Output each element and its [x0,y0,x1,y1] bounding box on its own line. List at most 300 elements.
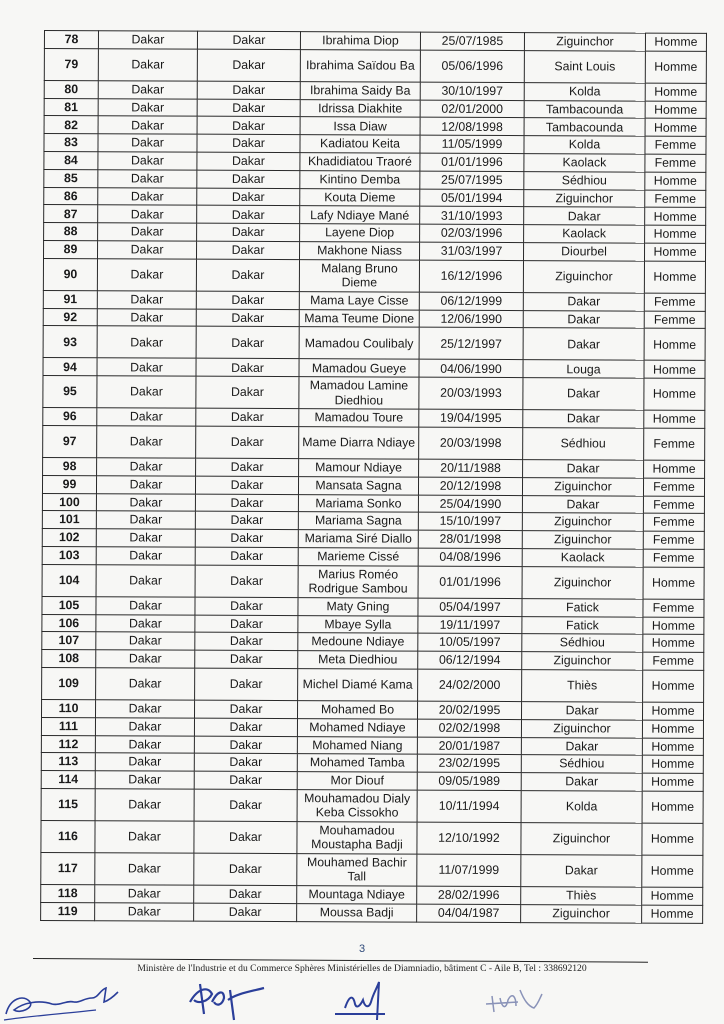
sex-cell: Femme [644,293,705,311]
origin-cell: Kolda [524,136,645,154]
birth-date-cell: 06/12/1994 [418,651,522,669]
origin-cell: Dakar [523,460,644,478]
name-cell: Kadiatou Keita [300,135,420,153]
sex-cell: Femme [643,496,704,514]
row-number: 84 [44,151,98,169]
row-number: 85 [44,169,98,187]
row-number: 79 [44,48,98,80]
origin-cell: Sédhiou [522,634,643,652]
birth-date-cell: 05/04/1997 [418,598,522,616]
name-cell: Mariama Sagna [298,512,418,530]
region-cell: Dakar [98,187,197,205]
row-number: 117 [41,852,95,884]
department-cell: Dakar [194,771,297,789]
row-number: 82 [44,116,98,134]
department-cell: Dakar [196,291,299,309]
department-cell: Dakar [197,152,300,170]
name-cell: Mariama Siré Diallo [298,530,418,548]
department-cell: Dakar [195,529,298,547]
table-row [43,425,705,460]
origin-cell: Ziguinchor [522,531,643,549]
sex-cell: Homme [643,567,704,599]
birth-date-cell: 11/05/1999 [420,135,524,153]
table-row [42,667,704,702]
birth-date-cell: 25/07/1995 [420,171,524,189]
table-row [42,564,704,599]
row-number: 99 [42,475,96,493]
birth-date-cell: 20/01/1987 [417,737,521,755]
region-cell: Dakar [95,717,194,735]
origin-cell: Ziguinchor [522,566,643,599]
birth-date-cell: 10/11/1994 [417,790,521,822]
name-cell: Mohamed Bo [297,701,417,719]
origin-cell: Dakar [522,495,643,513]
name-cell: Lafy Ndiaye Mané [300,206,420,224]
sex-cell: Homme [644,243,705,261]
sex-cell: Homme [642,823,703,855]
region-cell: Dakar [98,49,197,81]
name-cell: Moussa Badji [297,903,417,921]
name-cell: Mamadou Gueye [299,359,419,377]
origin-cell: Diourbel [523,243,644,261]
region-cell: Dakar [98,31,197,49]
row-number: 101 [42,511,96,529]
department-cell: Dakar [195,512,298,530]
origin-cell: Tambacounda [524,118,645,136]
row-number: 78 [44,31,98,49]
department-cell: Dakar [197,134,300,152]
signature-3-icon [325,980,405,1024]
birth-date-cell: 25/07/1985 [420,32,524,50]
department-cell: Dakar [196,426,299,458]
candidates-table [40,30,707,923]
row-number: 115 [41,788,95,820]
origin-cell: Thiès [521,886,642,904]
origin-cell: Louga [523,360,644,378]
birth-date-cell: 20/03/1998 [419,427,523,459]
department-cell: Dakar [194,789,297,821]
name-cell: Mouhamadou Moustapha Badji [297,822,417,855]
region-cell: Dakar [97,458,196,476]
row-number: 102 [42,529,96,547]
sex-cell: Femme [644,428,705,460]
origin-cell: Ziguinchor [523,260,644,293]
sex-cell: Femme [643,549,704,567]
department-cell: Dakar [197,170,300,188]
birth-date-cell: 28/01/1998 [418,530,522,548]
name-cell: Ibrahima Diop [300,32,420,50]
origin-cell: Dakar [521,854,642,887]
name-cell: Mamadou Lamine Diedhiou [299,377,419,410]
name-cell: Mansata Sagna [298,476,418,494]
name-cell: Mama Laye Cisse [299,291,419,309]
region-cell: Dakar [95,771,194,789]
origin-cell: Fatick [522,598,643,616]
birth-date-cell: 10/05/1997 [418,633,522,651]
region-cell: Dakar [96,564,195,596]
region-cell: Dakar [98,81,197,99]
birth-date-cell: 02/02/1998 [417,719,521,737]
birth-date-cell: 05/06/1996 [420,50,524,82]
name-cell: Maty Gning [298,597,418,615]
sex-cell: Homme [642,855,703,887]
region-cell: Dakar [97,259,196,291]
name-cell: Layene Diop [300,224,420,242]
department-cell: Dakar [195,494,298,512]
origin-cell: Ziguinchor [521,904,642,922]
name-cell: Idrissa Diakhite [300,99,420,117]
row-number: 91 [43,290,97,308]
department-cell: Dakar [195,632,298,650]
region-cell: Dakar [98,98,197,116]
sex-cell: Femme [643,652,704,670]
name-cell: Mbaye Sylla [298,615,418,633]
department-cell: Dakar [194,885,297,903]
origin-cell: Dakar [521,737,642,755]
region-cell: Dakar [96,668,195,700]
row-number: 80 [44,80,98,98]
region-cell: Dakar [97,308,196,326]
row-number: 90 [43,258,97,290]
region-cell: Dakar [95,853,194,885]
row-number: 118 [41,884,95,902]
row-number: 96 [43,408,97,426]
region-cell: Dakar [96,700,195,718]
birth-date-cell: 06/12/1999 [419,292,523,310]
origin-cell: Ziguinchor [524,189,645,207]
sex-cell: Homme [645,51,706,83]
signature-4-icon [478,980,558,1024]
birth-date-cell: 02/03/1996 [420,224,524,242]
sex-cell: Homme [642,791,703,823]
birth-date-cell: 15/10/1997 [418,512,522,530]
region-cell: Dakar [96,475,195,493]
sex-cell: Homme [644,410,705,428]
name-cell: Issa Diaw [300,117,420,135]
birth-date-cell: 01/01/1996 [420,153,524,171]
table-row [43,326,705,361]
origin-cell: Fatick [522,616,643,634]
row-number: 81 [44,98,98,116]
sex-cell: Homme [645,225,706,243]
name-cell: Mountaga Ndiaye [297,886,417,904]
sex-cell: Homme [645,119,706,137]
page-number: 3 [358,943,366,955]
department-cell: Dakar [196,259,299,291]
name-cell: Ibrahima Saïdou Ba [300,49,420,82]
birth-date-cell: 19/04/1995 [419,409,523,427]
origin-cell: Dakar [523,292,644,310]
row-number: 95 [43,376,97,408]
signature-1-icon [0,980,130,1024]
birth-date-cell: 16/12/1996 [419,260,523,292]
sex-cell: Femme [643,513,704,531]
sex-cell: Femme [643,531,704,549]
sex-cell: Homme [644,460,705,478]
origin-cell: Ziguinchor [521,822,642,855]
region-cell: Dakar [98,116,197,134]
row-number: 89 [44,240,98,258]
sex-cell: Homme [642,720,703,738]
origin-cell: Dakar [523,410,644,428]
sex-cell: Homme [644,378,705,410]
region-cell: Dakar [96,547,195,565]
origin-cell: Sédhiou [521,755,642,773]
row-number: 116 [41,820,95,852]
row-number: 92 [43,308,97,326]
table-row [43,258,705,293]
name-cell: Malang Bruno Dieme [299,259,419,292]
name-cell: Mama Teume Dione [299,309,419,327]
row-number: 106 [42,614,96,632]
row-number: 110 [42,699,96,717]
origin-cell: Dakar [523,378,644,411]
department-cell: Dakar [195,476,298,494]
origin-cell: Ziguinchor [522,513,643,531]
row-number: 112 [41,735,95,753]
name-cell: Mamour Ndiaye [299,459,419,477]
region-cell: Dakar [98,205,197,223]
sex-cell: Homme [645,172,706,190]
department-cell: Dakar [195,650,298,668]
birth-date-cell: 04/06/1990 [419,359,523,377]
sex-cell: Homme [644,261,705,293]
sex-cell: Homme [642,773,703,791]
name-cell: Mohamed Ndiaye [297,718,417,736]
row-number: 107 [42,632,96,650]
sex-cell: Femme [644,311,705,329]
table-row [41,852,703,887]
name-cell: Kouta Dieme [300,188,420,206]
origin-cell: Saint Louis [524,50,645,83]
department-cell: Dakar [194,700,297,718]
department-cell: Dakar [197,188,300,206]
origin-cell: Ziguinchor [521,719,642,737]
department-cell: Dakar [197,31,300,49]
birth-date-cell: 09/05/1989 [417,772,521,790]
department-cell: Dakar [196,309,299,327]
row-number: 88 [44,223,98,241]
sex-cell: Homme [645,33,706,51]
row-number: 119 [41,902,95,920]
birth-date-cell: 25/04/1990 [418,495,522,513]
department-cell: Dakar [194,903,297,921]
department-cell: Dakar [196,458,299,476]
row-number: 98 [43,457,97,475]
origin-cell: Ziguinchor [522,477,643,495]
sex-cell: Homme [645,83,706,101]
origin-cell: Thiès [522,670,643,703]
department-cell: Dakar [195,668,298,700]
origin-cell: Kaolack [524,154,645,172]
region-cell: Dakar [96,614,195,632]
signature-2-icon [178,980,268,1024]
row-number: 97 [43,425,97,457]
row-number: 103 [42,546,96,564]
name-cell: Mamadou Coulibaly [299,327,419,360]
name-cell: Meta Diedhiou [298,651,418,669]
name-cell: Mohamed Niang [297,736,417,754]
row-number: 104 [42,564,96,596]
signatures-area [0,980,724,1024]
department-cell: Dakar [194,718,297,736]
birth-date-cell: 20/02/1995 [417,701,521,719]
name-cell: Marieme Cissé [298,548,418,566]
birth-date-cell: 04/08/1996 [418,548,522,566]
region-cell: Dakar [96,493,195,511]
birth-date-cell: 12/08/1998 [420,118,524,136]
birth-date-cell: 11/07/1999 [417,854,521,886]
sex-cell: Homme [643,617,704,635]
sex-cell: Homme [645,101,706,119]
department-cell: Dakar [197,241,300,259]
row-number: 87 [44,205,98,223]
region-cell: Dakar [96,650,195,668]
sex-cell: Homme [643,670,704,702]
sex-cell: Homme [644,360,705,378]
department-cell: Dakar [194,821,297,853]
region-cell: Dakar [97,291,196,309]
birth-date-cell: 20/11/1988 [419,459,523,477]
sex-cell: Homme [642,887,703,905]
birth-date-cell: 31/03/1997 [420,242,524,260]
birth-date-cell: 12/06/1990 [419,310,523,328]
department-cell: Dakar [196,327,299,359]
birth-date-cell: 20/03/1993 [419,377,523,409]
birth-date-cell: 12/10/1992 [417,822,521,854]
sex-cell: Femme [645,154,706,172]
name-cell: Mouhamadou Dialy Keba Cissokho [297,790,417,823]
birth-date-cell: 30/10/1997 [420,82,524,100]
region-cell: Dakar [97,426,196,458]
sex-cell: Homme [642,702,703,720]
sex-cell: Homme [642,905,703,923]
origin-cell: Kaolack [524,225,645,243]
row-number: 100 [42,493,96,511]
name-cell: Mohamed Tamba [297,754,417,772]
origin-cell: Tambacounda [524,100,645,118]
name-cell: Marius Roméo Rodrigue Sambou [298,565,418,598]
department-cell: Dakar [194,853,297,885]
name-cell: Mariama Sonko [298,494,418,512]
name-cell: Medoune Ndiaye [298,633,418,651]
name-cell: Mouhamed Bachir Tall [297,854,417,887]
region-cell: Dakar [97,408,196,426]
birth-date-cell: 04/04/1987 [417,904,521,922]
origin-cell: Sédhiou [523,428,644,461]
department-cell: Dakar [194,753,297,771]
table-body [41,31,707,923]
region-cell: Dakar [95,789,194,821]
row-number: 86 [44,187,98,205]
row-number: 108 [42,650,96,668]
origin-cell: Dakar [521,773,642,791]
birth-date-cell: 28/02/1996 [417,886,521,904]
birth-date-cell: 24/02/2000 [418,669,522,701]
department-cell: Dakar [197,99,300,117]
table-row [41,820,703,855]
region-cell: Dakar [95,753,194,771]
region-cell: Dakar [96,529,195,547]
birth-date-cell: 20/12/1998 [418,477,522,495]
name-cell: Michel Diamé Kama [298,669,418,702]
table-row [44,48,706,83]
name-cell: Mame Diarra Ndiaye [299,427,419,460]
origin-cell: Kolda [524,82,645,100]
region-cell: Dakar [98,223,197,241]
name-cell: Khadidiatou Traoré [300,153,420,171]
region-cell: Dakar [98,152,197,170]
row-number: 83 [44,134,98,152]
sex-cell: Homme [644,328,705,360]
department-cell: Dakar [195,615,298,633]
birth-date-cell: 02/01/2000 [420,100,524,118]
table-row [43,376,705,411]
birth-date-cell: 05/01/1994 [420,189,524,207]
birth-date-cell: 23/02/1995 [417,754,521,772]
department-cell: Dakar [197,223,300,241]
region-cell: Dakar [95,902,194,920]
department-cell: Dakar [197,49,300,81]
department-cell: Dakar [196,376,299,408]
row-number: 111 [41,717,95,735]
name-cell: Ibrahima Saidy Ba [300,81,420,99]
origin-cell: Kaolack [522,549,643,567]
name-cell: Mor Diouf [297,772,417,790]
department-cell: Dakar [197,81,300,99]
region-cell: Dakar [97,358,196,376]
sex-cell: Homme [642,738,703,756]
region-cell: Dakar [97,376,196,408]
row-number: 93 [43,326,97,358]
region-cell: Dakar [98,241,197,259]
origin-cell: Dakar [524,207,645,225]
row-number: 105 [42,596,96,614]
sex-cell: Femme [645,190,706,208]
origin-cell: Dakar [523,310,644,328]
footer-address: Ministère de l'Industrie et du Commerce Sphères Ministérielles de Diamniadio, bâtiment C - Aile B, Tel : 338692120 [137,963,587,974]
origin-cell: Dakar [521,702,642,720]
birth-date-cell: 31/10/1993 [420,207,524,225]
department-cell: Dakar [197,206,300,224]
table-row [41,902,703,923]
table-row [41,788,703,823]
row-number: 94 [43,358,97,376]
row-number: 109 [42,667,96,699]
origin-cell: Sédhiou [524,171,645,189]
region-cell: Dakar [98,170,197,188]
sex-cell: Homme [643,634,704,652]
name-cell: Kintino Demba [300,170,420,188]
department-cell: Dakar [194,736,297,754]
department-cell: Dakar [195,565,298,597]
origin-cell: Ziguinchor [524,33,645,51]
row-number: 114 [41,771,95,789]
region-cell: Dakar [95,821,194,853]
department-cell: Dakar [195,597,298,615]
region-cell: Dakar [95,885,194,903]
sex-cell: Homme [642,755,703,773]
department-cell: Dakar [197,117,300,135]
sex-cell: Homme [645,207,706,225]
region-cell: Dakar [96,632,195,650]
name-cell: Mamadou Toure [299,409,419,427]
department-cell: Dakar [196,359,299,377]
birth-date-cell: 19/11/1997 [418,616,522,634]
department-cell: Dakar [196,408,299,426]
origin-cell: Kolda [521,790,642,823]
birth-date-cell: 01/01/1996 [418,566,522,598]
